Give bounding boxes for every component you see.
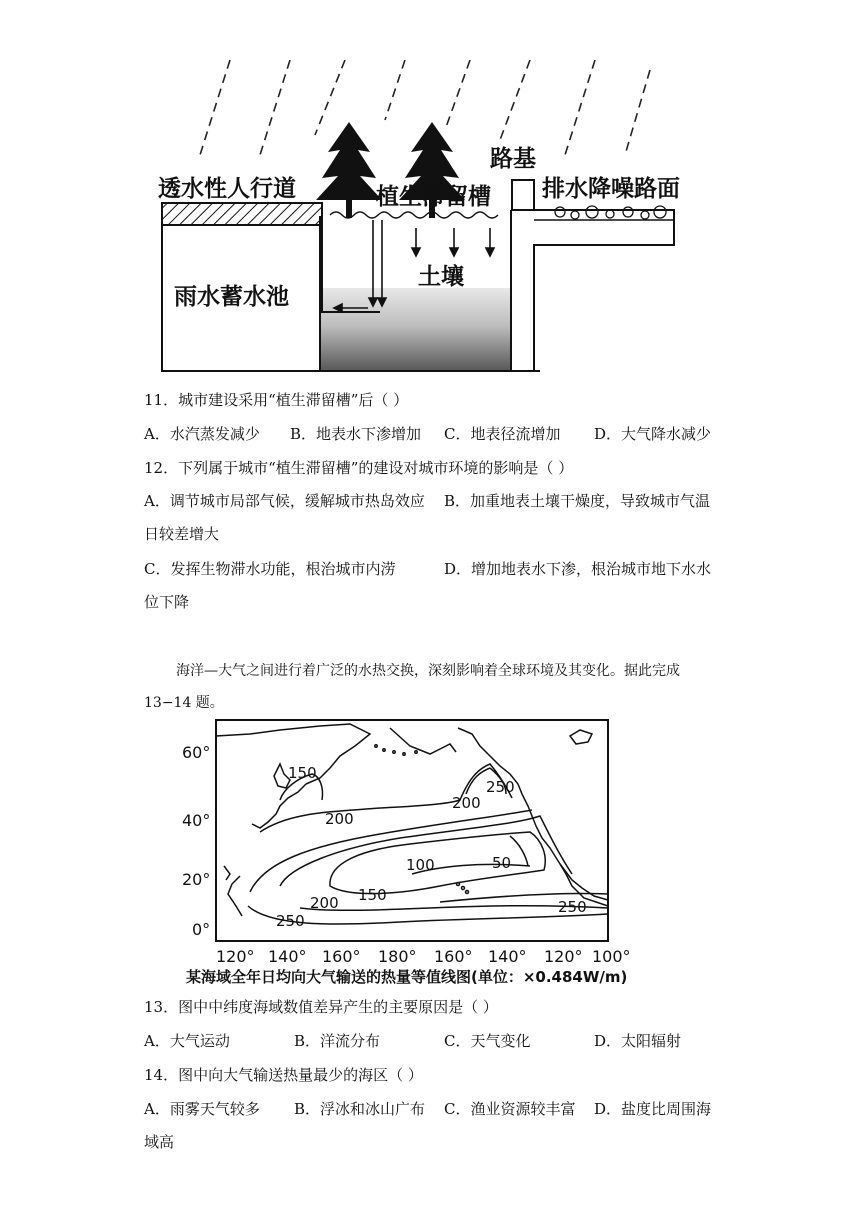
q12-option-b: B．加重地表土壤干燥度，导致城市气温 bbox=[444, 492, 711, 510]
question-12-stem: 12．下列属于城市“植生滞留槽”的建设对城市环境的影响是（ ） bbox=[144, 459, 574, 477]
contour-label: 250 bbox=[276, 912, 305, 930]
lon-label: 120° bbox=[544, 947, 583, 966]
q12-option-c: C．发挥生物滞水功能，根治城市内涝 bbox=[144, 560, 396, 578]
map-frame bbox=[216, 720, 608, 941]
contour-label: 200 bbox=[310, 894, 339, 912]
contour-label: 250 bbox=[558, 898, 587, 916]
q11-option-a: A．水汽蒸发减少 bbox=[144, 425, 260, 443]
q14-option-c: C．渔业资源较丰富 bbox=[444, 1100, 576, 1118]
roadbed-block bbox=[512, 180, 534, 210]
q14-option-d: D．盐度比周围海 bbox=[594, 1100, 712, 1118]
lat-label: 20° bbox=[182, 870, 211, 889]
lat-label: 0° bbox=[192, 920, 211, 939]
q14-option-d-cont: 域高 bbox=[144, 1133, 175, 1151]
q13-option-a: A．大气运动 bbox=[144, 1032, 230, 1050]
q12-option-a: A．调节城市局部气候，缓解城市热岛效应 bbox=[144, 492, 425, 510]
intro-line-1: 海洋—大气之间进行着广泛的水热交换，深刻影响着全球环境及其变化。据此完成 bbox=[176, 663, 680, 679]
lat-label: 40° bbox=[182, 811, 211, 830]
drainage-road bbox=[511, 210, 674, 371]
q12-option-b-cont: 日较差增大 bbox=[144, 525, 220, 543]
contour-label: 50 bbox=[492, 854, 512, 872]
lat-label: 60° bbox=[182, 743, 211, 762]
q13-option-d: D．太阳辐射 bbox=[594, 1032, 682, 1050]
q14-option-b: B．浮冰和冰山广布 bbox=[294, 1100, 426, 1118]
lon-label: 120° bbox=[216, 947, 255, 966]
road-label: 排水降噪路面 bbox=[542, 176, 680, 202]
question-14-stem: 14．图中向大气输送热量最少的海区（ ） bbox=[144, 1066, 423, 1084]
contour-label: 200 bbox=[452, 794, 481, 812]
q11-option-c: C．地表径流增加 bbox=[444, 425, 561, 443]
swale-label: 植生滞留槽 bbox=[376, 184, 491, 210]
lon-label: 180° bbox=[378, 947, 417, 966]
contour-label: 200 bbox=[325, 810, 354, 828]
intro-line-2: 13−14 题。 bbox=[144, 695, 224, 711]
roadbed-label: 路基 bbox=[490, 146, 536, 172]
lon-label: 160° bbox=[434, 947, 473, 966]
heat-flux-contour-map bbox=[180, 716, 640, 990]
contour-label: 150 bbox=[288, 764, 317, 782]
lon-label: 140° bbox=[488, 947, 527, 966]
q11-option-d: D．大气降水减少 bbox=[594, 425, 712, 443]
q14-option-a: A．雨雾天气较多 bbox=[144, 1100, 260, 1118]
map-caption: 某海域全年日均向大气输送的热量等值线图(单位：×0.484W/m) bbox=[186, 968, 628, 986]
sidewalk-label: 透水性人行道 bbox=[158, 176, 296, 202]
contour-label: 150 bbox=[358, 886, 387, 904]
bioretention-diagram bbox=[140, 60, 700, 376]
question-13-stem: 13．图中中纬度海域数值差异产生的主要原因是（ ） bbox=[144, 998, 498, 1016]
permeable-sidewalk bbox=[162, 203, 322, 225]
contour-label: 100 bbox=[406, 856, 435, 874]
pool-label: 雨水蓄水池 bbox=[174, 284, 289, 310]
vegetation-surface bbox=[330, 212, 498, 218]
tree-icon bbox=[316, 122, 382, 218]
soil-label: 土壤 bbox=[418, 264, 464, 290]
q11-option-b: B．地表水下渗增加 bbox=[290, 425, 422, 443]
lon-label: 140° bbox=[268, 947, 307, 966]
q13-option-c: C．天气变化 bbox=[444, 1032, 531, 1050]
q12-option-d: D．增加地表水下渗，根治城市地下水水 bbox=[444, 560, 712, 578]
q13-option-b: B．洋流分布 bbox=[294, 1032, 381, 1050]
q12-option-d-cont: 位下降 bbox=[144, 593, 190, 611]
contour-label: 250 bbox=[486, 778, 515, 796]
question-11-stem: 11．城市建设采用“植生滞留槽”后（ ） bbox=[144, 391, 409, 409]
lon-label: 100° bbox=[592, 947, 631, 966]
lon-label: 160° bbox=[322, 947, 361, 966]
